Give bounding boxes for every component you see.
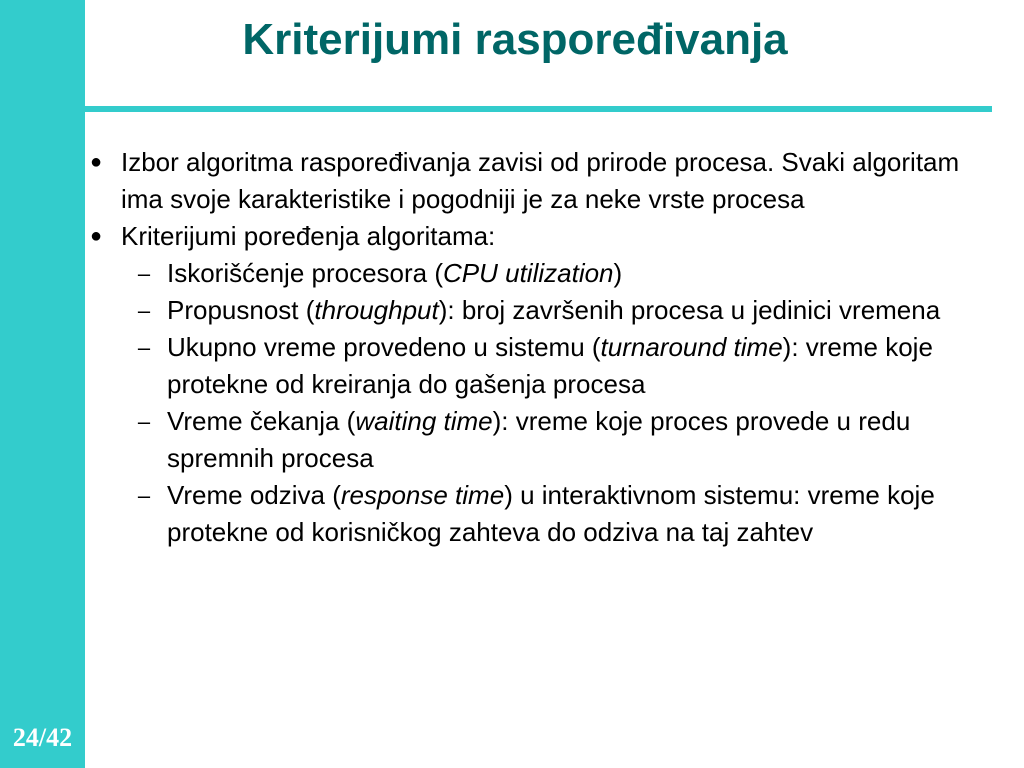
sub-item-term: response time [340,480,505,510]
sub-item-term: turnaround time [600,332,783,362]
dash-bullet-icon: – [137,409,151,434]
sub-item-text-after: ) [613,258,623,288]
list-item [86,144,1006,218]
dash-bullet-icon: – [137,335,151,360]
sub-item-text-before: Iskorišćenje procesora ( [167,258,443,288]
sub-item-term: waiting time [355,406,493,436]
sub-list-item [86,477,1006,551]
sub-item-text-after: ) u interaktivnom sistemu: vreme koje protekne od korisničkog zahteva do odziva na taj zahtev [167,480,935,547]
bullet-list [86,144,1006,551]
sidebar-bar [0,0,85,768]
sub-item-text-after: ): vreme koje protekne od kreiranja do gašenja procesa [167,332,933,399]
sub-item-text-before: Vreme čekanja ( [167,406,356,436]
dash-bullet-icon: – [137,298,151,323]
sub-item-text-after: ): broj završenih procesa u jedinici vremena [438,295,941,325]
page-number: 24/42 [12,723,73,752]
list-item [86,218,1006,255]
dash-bullet-icon: – [137,483,151,508]
bullet-dot-icon: ● [89,225,103,247]
sub-item-text-before: Propusnost ( [167,295,315,325]
sub-list-item [86,292,1006,329]
sub-item-term: throughput [314,295,439,325]
sub-item-term: CPU utilization [443,258,614,288]
sub-item-text-before: Vreme odziva ( [167,480,341,510]
slide-title: Kriterijumi raspoređivanja [242,15,788,64]
list-item-text: Izbor algoritma raspoređivanja zavisi od prirode procesa. Svaki algoritam ima svoje karakteristike i pogodniji je za neke vrste procesa [121,147,960,214]
sub-item-text-before: Ukupno vreme provedeno u sistemu ( [167,332,601,362]
title-underline [85,106,992,112]
sub-item-text-after: ): vreme koje proces provede u redu spremnih procesa [167,406,911,473]
sub-list-item [86,329,1006,403]
sub-list-item [86,255,1006,292]
list-item-text: Kriterijumi poređenja algoritama: [121,221,496,251]
dash-bullet-icon: – [137,261,151,286]
bullet-dot-icon: ● [89,151,103,173]
sub-list-item [86,403,1006,477]
